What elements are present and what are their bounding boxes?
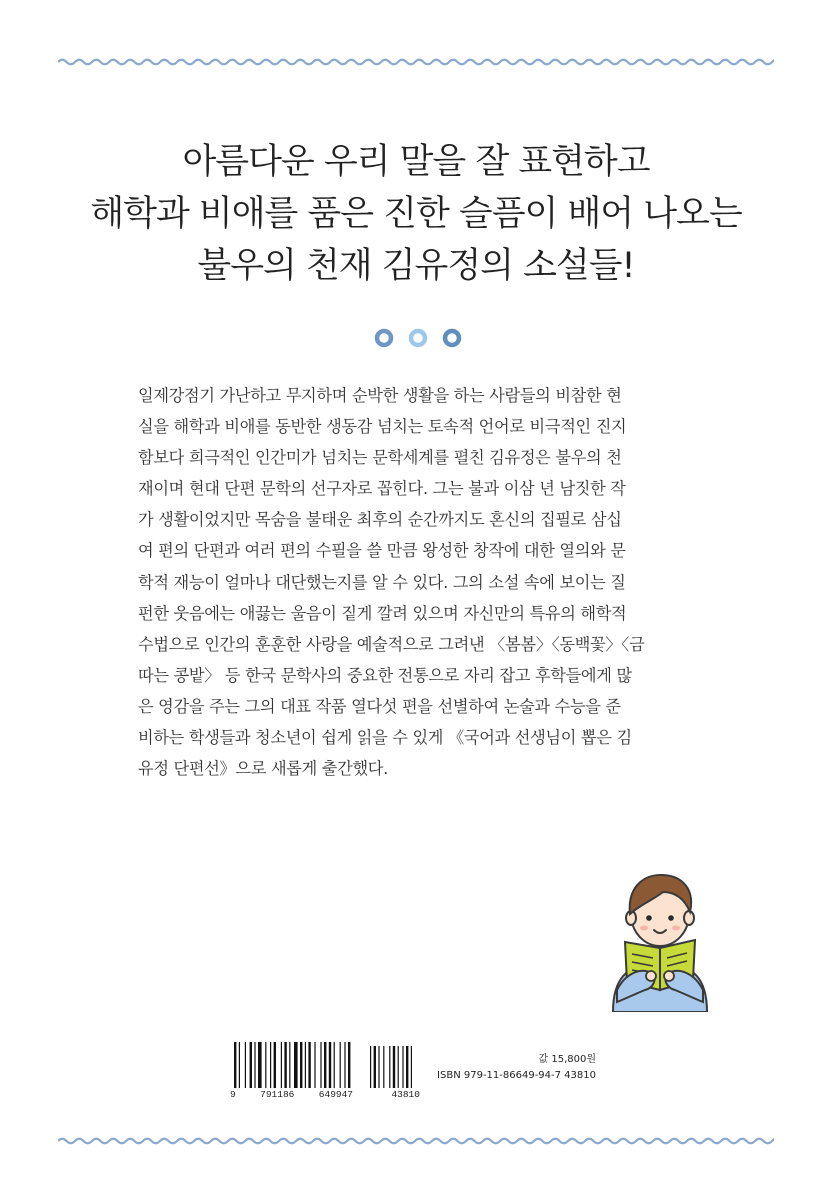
barcode-bar <box>270 1042 271 1088</box>
barcode-bar <box>329 1042 331 1088</box>
barcode-bar <box>239 1042 240 1088</box>
body-line: 가 생활이었지만 목숨을 불태운 최후의 순간까지도 혼신의 집필로 삼십 <box>138 510 622 530</box>
isbn-barcode <box>230 1042 420 1102</box>
headline-line-1: 아름다운 우리 말을 잘 표현하고 <box>182 142 650 182</box>
barcode-bar <box>314 1042 315 1088</box>
barcode-bars <box>230 1042 420 1088</box>
headline <box>0 136 832 292</box>
barcode-bar <box>334 1042 335 1088</box>
barcode-bar <box>344 1042 345 1088</box>
barcode-bar <box>245 1042 246 1088</box>
student-reading-illustration <box>605 862 715 1012</box>
barcode-digit-prefix: 9 <box>230 1089 236 1100</box>
barcode-bar <box>320 1042 321 1088</box>
barcode-addon-bar <box>378 1046 379 1088</box>
barcode-addon-bar <box>389 1046 390 1088</box>
body-line: 재이며 현대 단편 문학의 선구자로 꼽힌다. 그는 불과 이삼 년 남짓한 작 <box>138 479 626 499</box>
synopsis-text <box>138 380 698 784</box>
barcode-bar <box>254 1042 255 1088</box>
price-info <box>400 1052 596 1084</box>
barcode-digit-group-1: 791186 <box>260 1089 295 1100</box>
barcode-addon-bar <box>383 1046 384 1088</box>
barcode-bar <box>340 1042 341 1088</box>
barcode-addon-bar <box>374 1046 376 1088</box>
body-line: 유정 단편선》으로 새롭게 출간했다. <box>138 759 388 779</box>
barcode-digits <box>230 1089 420 1100</box>
price-label: 값 15,800원 <box>538 1054 596 1065</box>
barcode-addon-bar <box>393 1046 395 1088</box>
barcode-bar <box>258 1042 262 1088</box>
barcode-bar <box>289 1042 290 1088</box>
barcode-bar <box>300 1042 302 1088</box>
barcode-addon-bar <box>398 1046 399 1088</box>
body-line: 따는 콩밭〉 등 한국 문학사의 중요한 전통으로 자리 잡고 후학들에게 많 <box>138 665 632 685</box>
barcode-bar <box>265 1042 266 1088</box>
isbn-label: ISBN 979-11-86649-94-7 43810 <box>437 1070 596 1081</box>
body-line: 실을 해학과 비애를 동반한 생동감 넘치는 토속적 언어로 비극적인 진지 <box>138 417 627 437</box>
dot-2 <box>411 331 425 345</box>
barcode-addon-bar <box>370 1046 371 1088</box>
body-line: 비하는 학생들과 청소년이 쉽게 읽을 수 있게 《국어과 선생님이 뽑은 김 <box>138 728 632 748</box>
top-wave-divider <box>58 54 774 70</box>
bottom-wave-divider <box>58 1133 774 1149</box>
barcode-bar <box>234 1042 236 1088</box>
body-line: 은 영감을 주는 그의 대표 작품 열다섯 편을 선별하여 논술과 수능을 준 <box>138 696 621 716</box>
headline-line-3: 불우의 천재 김유정의 소설들! <box>197 246 635 286</box>
barcode-bar <box>274 1042 276 1088</box>
barcode-bar <box>305 1042 306 1088</box>
body-line: 학적 재능이 얼마나 대단했는지를 알 수 있다. 그의 소설 속에 보이는 질 <box>138 572 626 592</box>
barcode-digit-group-2: 649947 <box>318 1089 354 1100</box>
body-line: 펀한 웃음에는 애끓는 울음이 짙게 깔려 있으며 자신만의 특유의 해학적 <box>138 603 627 623</box>
barcode-bar <box>250 1042 252 1088</box>
dot-3 <box>445 331 459 345</box>
barcode-bar <box>294 1042 298 1088</box>
body-line: 일제강점기 가난하고 무지하며 순박한 생활을 하는 사람들의 비참한 현 <box>138 386 622 405</box>
headline-line-2: 해학과 비애를 품은 진한 슬픔이 배어 나오는 <box>90 194 742 234</box>
barcode-bar <box>308 1042 310 1088</box>
body-line: 함보다 희극적인 인간미가 넘치는 문학세계를 펼친 김유정은 불우의 천 <box>138 448 622 468</box>
body-line: 수법으로 인간의 훈훈한 사랑을 예술적으로 그려낸 〈봄봄〉〈동백꽃〉〈금 <box>138 634 645 654</box>
decor-dots <box>0 327 832 349</box>
body-line: 여 편의 단편과 여러 편의 수필을 쓸 만큼 왕성한 창작에 대한 열의와 문 <box>138 541 626 561</box>
barcode-bar <box>284 1042 286 1088</box>
barcode-addon-digits: 43810 <box>391 1089 420 1100</box>
barcode-bar <box>348 1042 350 1088</box>
barcode-bar <box>281 1042 282 1088</box>
barcode-bar <box>324 1042 326 1088</box>
dot-1 <box>377 331 391 345</box>
